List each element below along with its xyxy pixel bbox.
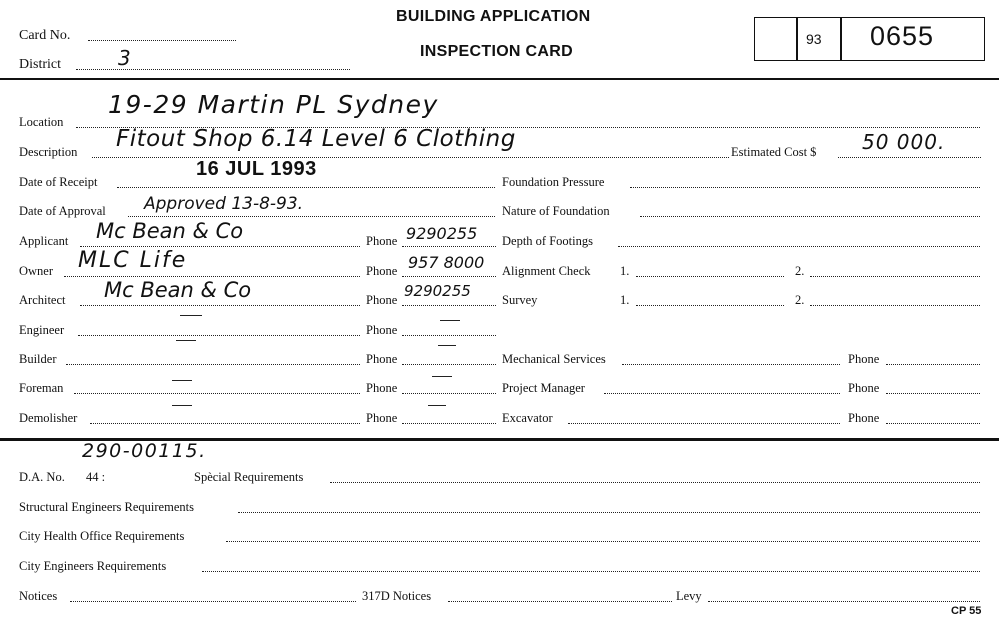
alignment-check-item-2: 2. — [795, 264, 805, 278]
engineer-phone-label: Phone — [366, 323, 398, 337]
demolisher-phone-label: Phone — [366, 411, 398, 425]
applicant-value: Mc Bean & Co — [96, 219, 244, 243]
excavator-phone-label: Phone — [848, 411, 880, 425]
city-engineers-label: City Engineers Requirements — [19, 559, 167, 573]
description-label: Description — [19, 145, 78, 159]
city-engineers-line — [202, 571, 980, 572]
foreman-blank-mark — [172, 380, 192, 381]
estimated-cost-label: Estimated Cost $ — [731, 145, 817, 159]
header-rule — [0, 78, 999, 80]
district-value: 3 — [118, 46, 131, 70]
foreman-phone-line — [402, 393, 496, 394]
architect-phone-label: Phone — [366, 293, 398, 307]
engineer-blank-mark — [180, 315, 202, 316]
engineer-phone-blank-mark — [440, 320, 460, 321]
owner-phone-line — [402, 276, 496, 277]
nature-of-foundation-line — [640, 216, 980, 217]
builder-phone-line — [402, 364, 496, 365]
form-code: CP 55 — [951, 605, 982, 617]
foundation-pressure-line — [630, 187, 980, 188]
card-no-line — [88, 40, 236, 41]
estimated-cost-value: 50 000. — [862, 130, 946, 154]
applicant-phone-label: Phone — [366, 234, 398, 248]
owner-label: Owner — [19, 264, 54, 278]
survey-item-2: 2. — [795, 293, 805, 307]
owner-value: MLC Life — [78, 248, 188, 273]
owner-phone-value: 957 8000 — [408, 253, 485, 272]
date-of-receipt-line — [117, 187, 495, 188]
engineer-label: Engineer — [19, 323, 65, 337]
demolisher-blank-mark — [172, 405, 192, 406]
builder-label: Builder — [19, 352, 57, 366]
city-health-line — [226, 541, 980, 542]
foreman-phone-blank-mark — [432, 376, 452, 377]
engineer-line — [78, 335, 360, 336]
description-line — [92, 157, 729, 158]
date-of-approval-label: Date of Approval — [19, 204, 106, 218]
da-no-label: D.A. No. — [19, 470, 65, 484]
box-year: 93 — [806, 31, 822, 47]
survey-line-2 — [810, 305, 980, 306]
demolisher-phone-line — [402, 423, 496, 424]
date-of-approval-value: Approved 13-8-93. — [144, 194, 304, 214]
survey-item-1: 1. — [620, 293, 630, 307]
notices-317d-label: 317D Notices — [362, 589, 432, 603]
alignment-check-item-1: 1. — [620, 264, 630, 278]
builder-line — [66, 364, 360, 365]
excavator-label: Excavator — [502, 411, 553, 425]
mechanical-services-line — [622, 364, 840, 365]
special-requirements-label: Spècial Requirements — [194, 470, 304, 484]
date-of-receipt-label: Date of Receipt — [19, 175, 98, 189]
mechanical-services-phone-label: Phone — [848, 352, 880, 366]
engineer-phone-line — [402, 335, 496, 336]
demolisher-label: Demolisher — [19, 411, 78, 425]
owner-line — [64, 276, 360, 277]
alignment-check-line-1 — [636, 276, 784, 277]
depth-of-footings-line — [618, 246, 980, 247]
project-manager-label: Project Manager — [502, 381, 585, 395]
card-no-label: Card No. — [19, 28, 71, 43]
box-divider-1 — [796, 17, 798, 61]
form-title-line2: INSPECTION CARD — [420, 43, 573, 60]
alignment-check-label: Alignment Check — [502, 264, 591, 278]
architect-line — [80, 305, 360, 306]
handwritten-reference: 290-00115. — [82, 440, 207, 462]
excavator-line — [568, 423, 840, 424]
project-manager-phone-label: Phone — [848, 381, 880, 395]
notices-317d-line — [448, 601, 672, 602]
applicant-label: Applicant — [19, 234, 69, 248]
architect-value: Mc Bean & Co — [104, 278, 252, 302]
notices-line — [70, 601, 356, 602]
demolisher-line — [90, 423, 360, 424]
location-value: 19-29 Martin PL Sydney — [108, 90, 439, 119]
nature-of-foundation-label: Nature of Foundation — [502, 204, 610, 218]
survey-line-1 — [636, 305, 784, 306]
levy-line — [708, 601, 980, 602]
date-of-approval-line — [128, 216, 495, 217]
architect-label: Architect — [19, 293, 66, 307]
notices-label: Notices — [19, 589, 58, 603]
builder-phone-blank-mark — [438, 345, 456, 346]
special-requirements-line — [330, 482, 980, 483]
box-number: 0655 — [870, 21, 935, 51]
date-received-stamp: 16 JUL 1993 — [196, 158, 317, 180]
description-value: Fitout Shop 6.14 Level 6 Clothing — [116, 126, 516, 152]
box-divider-2 — [840, 17, 842, 61]
survey-label: Survey — [502, 293, 538, 307]
da-no-value: 44 : — [86, 470, 106, 484]
demolisher-phone-blank-mark — [428, 405, 446, 406]
builder-phone-label: Phone — [366, 352, 398, 366]
levy-label: Levy — [676, 589, 702, 603]
mechanical-services-label: Mechanical Services — [502, 352, 606, 366]
foreman-phone-label: Phone — [366, 381, 398, 395]
foreman-label: Foreman — [19, 381, 64, 395]
structural-engineers-label: Structural Engineers Requirements — [19, 500, 194, 514]
structural-engineers-line — [238, 512, 980, 513]
architect-phone-value: 9290255 — [404, 282, 471, 300]
mechanical-services-phone-line — [886, 364, 980, 365]
excavator-phone-line — [886, 423, 980, 424]
architect-phone-line — [402, 305, 496, 306]
form-title-line1: BUILDING APPLICATION — [396, 8, 591, 25]
project-manager-line — [604, 393, 840, 394]
applicant-phone-line — [402, 246, 496, 247]
engineer-blank-mark-2 — [176, 340, 196, 341]
location-label: Location — [19, 115, 64, 129]
estimated-cost-line — [838, 157, 981, 158]
project-manager-phone-line — [886, 393, 980, 394]
district-label: District — [19, 57, 61, 72]
depth-of-footings-label: Depth of Footings — [502, 234, 593, 248]
owner-phone-label: Phone — [366, 264, 398, 278]
applicant-phone-value: 9290255 — [406, 224, 478, 243]
city-health-label: City Health Office Requirements — [19, 529, 185, 543]
foundation-pressure-label: Foundation Pressure — [502, 175, 605, 189]
alignment-check-line-2 — [810, 276, 980, 277]
foreman-line — [74, 393, 360, 394]
applicant-line — [80, 246, 360, 247]
